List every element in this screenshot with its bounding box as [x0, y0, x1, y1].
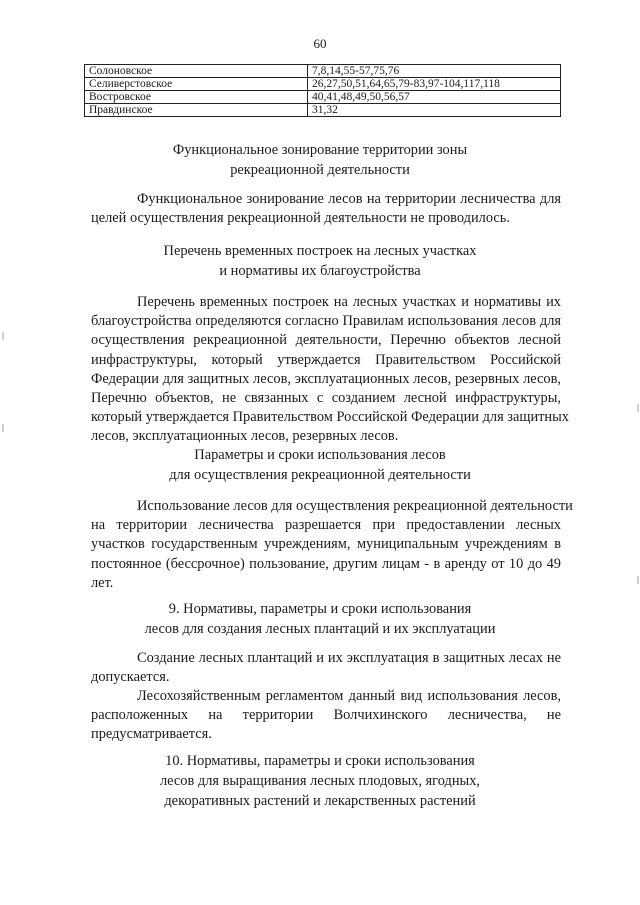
district-name: Селиверстовское — [85, 78, 308, 91]
text-line: расположенных на территории Волчихинского лесничества, не — [91, 707, 561, 724]
text-line: постоянное (бессрочное) пользование, другим лицам - в аренду от 10 до 49 — [91, 555, 561, 572]
section-heading-9 — [0, 599, 640, 639]
districts-table — [84, 64, 561, 117]
text-line: участков государственным учреждениям, муниципальным учреждениям в — [91, 536, 561, 553]
section-heading-params — [0, 445, 640, 485]
heading-line: рекреационной деятельности — [230, 162, 410, 178]
text-line: на территории лесничества разрешается при предоставлении лесных — [91, 517, 561, 534]
paragraph-buildings — [91, 293, 570, 447]
text-line: Федерации для защитных лесов, эксплуатационных лесов, резервных лесов, — [91, 370, 561, 387]
text-line: Перечню объектов, не связанных с созданием лесной инфраструктуры, — [91, 390, 561, 407]
page-number: 60 — [313, 36, 327, 51]
text-line: Использование лесов для осуществления рекреационной деятельности — [137, 498, 573, 514]
district-name: Солоновское — [85, 65, 308, 78]
table-row — [85, 91, 561, 104]
text-line: Лесохозяйственным регламентом данный вид использования лесов, — [137, 688, 561, 704]
heading-line: Функциональное зонирование территории зоны — [172, 142, 468, 158]
heading-line: 10. Нормативы, параметры и сроки использования — [165, 753, 475, 769]
district-quarters: 40,41,48,49,50,56,57 — [308, 91, 561, 104]
text-line: Создание лесных плантаций и их эксплуатация в защитных лесах не — [137, 650, 561, 666]
paragraph-9-b — [91, 687, 561, 745]
district-quarters: 7,8,14,55-57,75,76 — [308, 65, 561, 78]
heading-line: 9. Нормативы, параметры и сроки использования — [168, 601, 472, 617]
heading-line: для осуществления рекреационной деятельности — [169, 467, 471, 483]
text-line: осуществления рекреационной деятельности, Перечню объектов лесной — [91, 332, 561, 349]
scan-mark — [2, 332, 4, 340]
section-heading-10 — [0, 751, 640, 811]
text-line: целей осуществления рекреационной деятельности не проводилось. — [91, 210, 510, 227]
table-row — [85, 78, 561, 91]
paragraph-params — [91, 497, 573, 593]
district-quarters: 31,32 — [308, 104, 561, 117]
scan-mark — [2, 424, 4, 432]
section-heading-zoning — [0, 140, 640, 180]
paragraph-zoning — [91, 190, 561, 228]
text-line: инфраструктуры, который утверждается Правительством Российской — [91, 351, 561, 368]
heading-line: лесов для выращивания лесных плодовых, ягодных, — [159, 773, 480, 789]
paragraph-9-a — [91, 649, 561, 687]
scan-mark — [637, 576, 639, 584]
text-line: предусматривается. — [91, 726, 212, 743]
table-row — [85, 65, 561, 78]
text-line: лесов, эксплуатационных лесов, резервных лесов. — [91, 428, 399, 445]
heading-line: Перечень временных построек на лесных участках — [163, 243, 477, 259]
text-line: который утверждается Правительством Российской Федерации для защитных — [91, 409, 570, 426]
table-row — [85, 104, 561, 117]
text-line: Функциональное зонирование лесов на территории лесничества для — [137, 191, 561, 207]
heading-line: Параметры и сроки использования лесов — [194, 447, 446, 463]
text-line: лет. — [91, 574, 114, 591]
district-name: Правдинское — [85, 104, 308, 117]
text-line: Перечень временных построек на лесных участках и нормативы их — [137, 294, 561, 310]
heading-line: и нормативы их благоустройства — [219, 263, 421, 279]
section-heading-buildings — [0, 241, 640, 281]
text-line: допускается. — [91, 669, 170, 686]
heading-line: лесов для создания лесных плантаций и их эксплуатации — [144, 621, 496, 637]
heading-line: декоративных растений и лекарственных растений — [164, 793, 476, 809]
district-name: Востровское — [85, 91, 308, 104]
text-line: благоустройства определяются согласно Правилам использования лесов для — [91, 313, 561, 330]
district-quarters: 26,27,50,51,64,65,79-83,97-104,117,118 — [308, 78, 561, 91]
scan-mark — [637, 404, 639, 412]
